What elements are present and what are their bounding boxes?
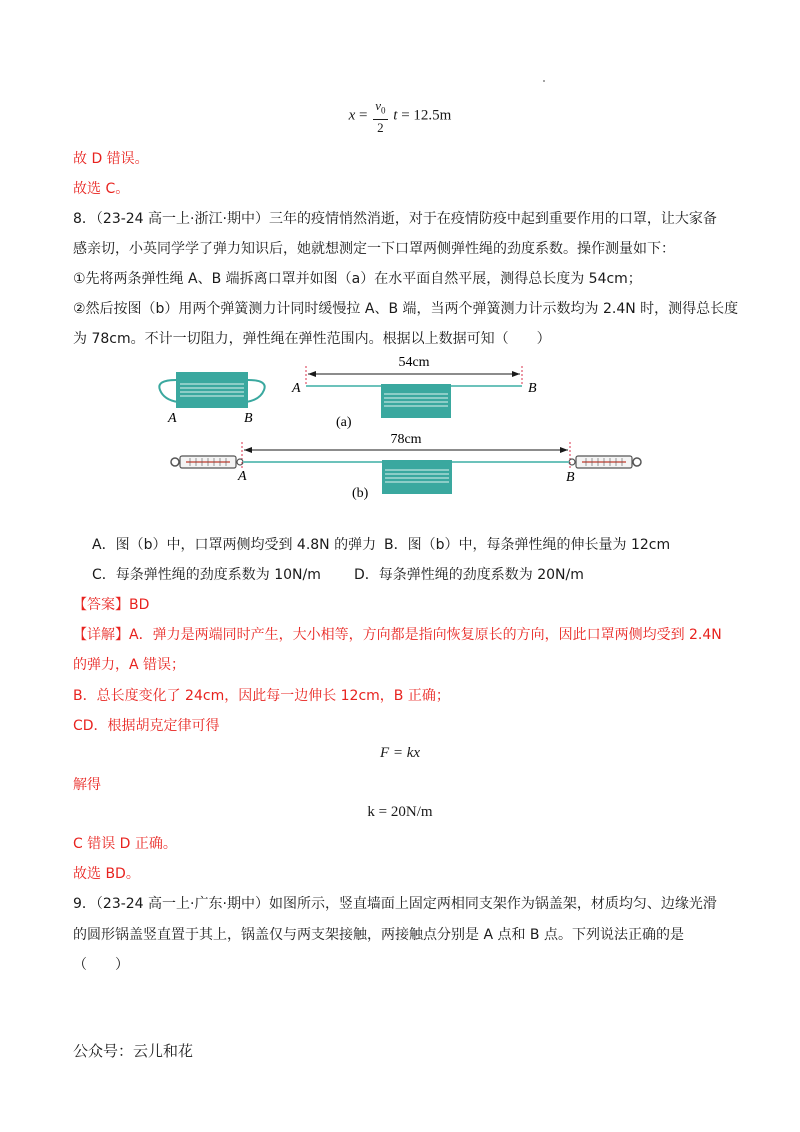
b-label-a: A — [238, 469, 247, 484]
detail-line2: 的弹力，A 错误； — [73, 657, 186, 673]
q9-line1: 9．（23-24 高一上·广东·期中）如图所示，竖直墙面上固定两相同支架作为锅盖架，材质均匀、边缘光滑 — [73, 896, 717, 912]
mask-figure — [150, 350, 660, 510]
a-label-a: A — [292, 381, 301, 396]
q8-line3: ①先将两条弹性绳 A、B 端拆离口罩并如图（a）在水平面自然平展，测得总长度为 54cm； — [73, 271, 642, 287]
left-label-a: A — [168, 411, 177, 426]
detail-line4: CD．根据胡克定律可得 — [73, 718, 220, 734]
line-d-wrong: 故 D 错误。 — [73, 151, 149, 167]
option-c: C．每条弹性绳的劲度系数为 10N/m — [92, 567, 321, 583]
q9-line3: （ ） — [73, 957, 129, 973]
option-a: A．图（b）中，口罩两侧均受到 4.8N 的弹力 — [92, 537, 377, 553]
footer-wechat: 公众号：云儿和花 — [73, 1042, 194, 1060]
figure-a — [291, 355, 537, 430]
detail-line5: 解得 — [73, 777, 101, 793]
formula-x — [0, 98, 800, 135]
option-b: B．图（b）中，每条弹性绳的伸长量为 12cm — [384, 537, 671, 553]
detail-line1: 【详解】A．弹力是两端同时产生，大小相等，方向都是指向恢复原长的方向，因此口罩两侧均受到 2.4N — [73, 627, 722, 643]
caption-a: (a) — [336, 415, 352, 430]
speck — [543, 80, 545, 82]
formula-var-t: t — [393, 107, 398, 124]
detail-line3: B．总长度变化了 24cm，因此每一边伸长 12cm，B 正确； — [73, 688, 450, 704]
formula-eq: = — [359, 107, 368, 124]
caption-b: (b) — [352, 486, 369, 501]
line-choose-c: 故选 C。 — [73, 181, 130, 197]
formula-var-x: x — [348, 107, 356, 124]
spring-scale-right — [569, 456, 641, 468]
q9-line2: 的圆形锅盖竖直置于其上，锅盖仅与两支架接触，两接触点分别是 A 点和 B 点。下列说法正确的是 — [73, 927, 684, 943]
len-a-label: 54cm — [398, 355, 430, 370]
option-d: D．每条弹性绳的劲度系数为 20N/m — [354, 567, 584, 583]
formula-k: k = 20N/m — [367, 804, 433, 820]
formula-rhs: = 12.5m — [401, 107, 452, 124]
formula-num: v — [375, 98, 382, 113]
formula-den: 2 — [377, 119, 384, 135]
formula-num-sub: 0 — [381, 105, 386, 116]
left-label-b: B — [244, 411, 253, 426]
figure-b — [171, 432, 641, 501]
spring-scale-left — [171, 456, 243, 468]
q8-line4: ②然后按图（b）用两个弹簧测力计同时缓慢拉 A、B 端，当两个弹簧测力计示数均为 2.4N 时，测得总长度 — [73, 301, 739, 317]
detail-line6: C 错误 D 正确。 — [73, 836, 177, 852]
line-choose-bd: 故选 BD。 — [73, 866, 140, 882]
q8-line5: 为 78cm。不计一切阻力，弹性绳在弹性范围内。根据以上数据可知（ ） — [73, 331, 551, 347]
answer: 【答案】BD — [73, 597, 150, 613]
q8-line1: 8．（23-24 高一上·浙江·期中）三年的疫情悄然消逝，对于在疫情防疫中起到重要作用的口罩，让大家备 — [73, 211, 717, 227]
formula-hooke: F = kx — [379, 745, 421, 761]
len-b-label: 78cm — [390, 432, 422, 447]
q8-line2: 感亲切，小英同学学了弹力知识后，她就想测定一下口罩两侧弹性绳的劲度系数。操作测量如下： — [73, 241, 675, 257]
a-label-b: B — [528, 381, 537, 396]
formula-fraction — [373, 98, 387, 135]
figure-mask-left — [159, 372, 264, 426]
b-label-b: B — [566, 470, 575, 485]
